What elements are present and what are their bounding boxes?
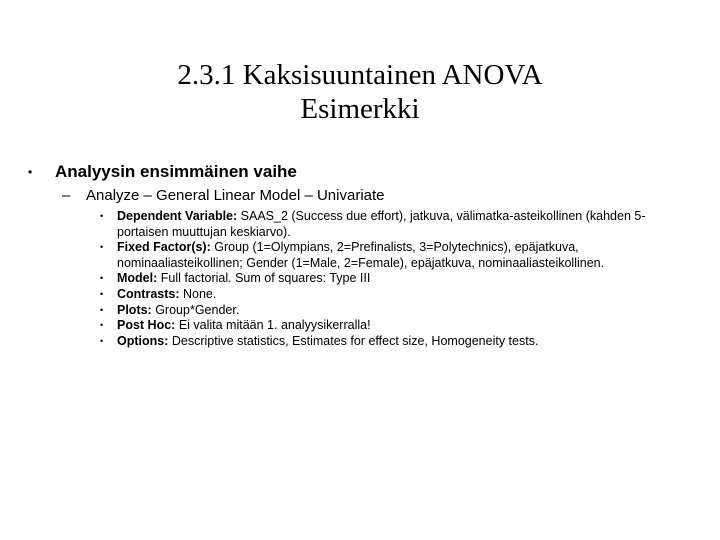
item-text: Ei valita mitään 1. analyysikerralla! [175,318,371,333]
title-line-2: Esimerkki [300,93,420,125]
bullet-level-1-text: Analyysin ensimmäinen vaihe [55,162,297,181]
bullet-icon: • [100,288,104,299]
bullet-icon: • [100,211,104,221]
sub-bullet-list [100,209,710,349]
item-text: Full factorial. Sum of squares: Type III [157,271,371,286]
list-item [100,318,710,334]
bullet-level-2-text: Analyze – General Linear Model – Univariate [86,187,385,204]
item-label: Contrasts: [117,286,180,301]
list-item [100,303,710,319]
item-text: Group*Gender. [151,302,240,317]
item-label: Dependent Variable: [117,209,238,223]
bullet-icon: • [100,304,104,315]
item-label: Model: [117,271,158,286]
slide-title [0,58,720,126]
list-item [100,334,710,350]
bullet-icon: • [100,335,104,346]
bullet-icon: • [100,320,104,331]
list-item [100,240,710,271]
item-text: SAAS_2 (Success due effort), jatkuva, välimatka-asteikollinen (kahden 5- [237,209,646,223]
item-label: Fixed Factor(s): [117,240,211,255]
bullet-icon: • [28,165,33,179]
list-item [100,271,710,287]
item-text-continued: nominaaliasteikollinen; Gender (1=Male, 2=Female), epäjatkuva, nominaaliasteikollinen. [117,255,605,270]
list-item [100,287,710,303]
item-label: Options: [117,333,169,348]
dash-icon: – [62,187,71,204]
item-text: Descriptive statistics, Estimates for effect size, Homogeneity tests. [168,333,539,348]
title-line-1: 2.3.1 Kaksisuuntainen ANOVA [177,59,543,91]
bullet-icon: • [100,273,104,284]
item-label: Post Hoc: [117,318,176,333]
item-label: Plots: [117,302,152,317]
item-text: Group (1=Olympians, 2=Prefinalists, 3=Polytechnics), epäjatkuva, [210,240,579,255]
bullet-icon: • [100,242,104,253]
item-text-continued: portaisen muuttujan keskiarvo). [117,224,291,239]
list-item [100,209,710,240]
item-text: None. [179,286,217,301]
